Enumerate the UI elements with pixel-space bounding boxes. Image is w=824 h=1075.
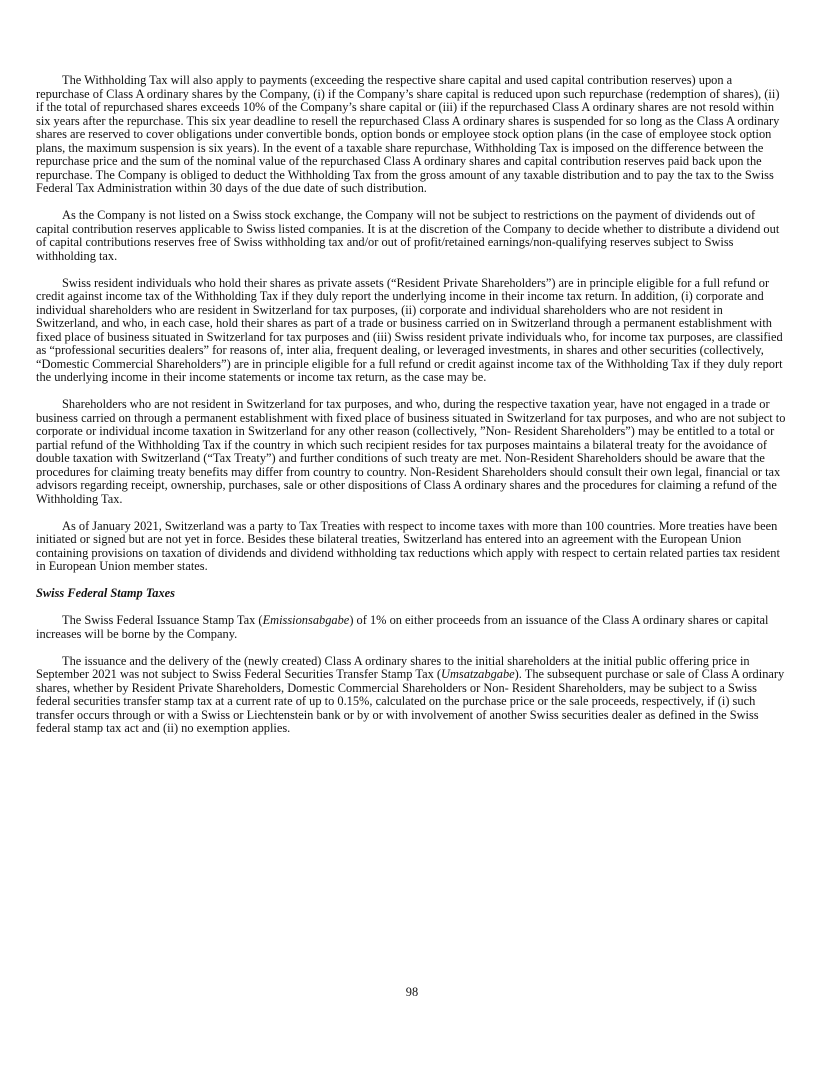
transfer-text-before: The issuance and the delivery of the (newly created) Class A ordinary shares to the initial shareholders at the initial public offering price in September 2021 was not subject to Swiss Federal Securities Transfer Stamp Tax ( [36,653,750,681]
issuance-term-italic: Emissionsabgabe [262,613,350,627]
transfer-term-italic: Umsatzabgabe [441,667,515,681]
paragraph-resident-shareholders: Swiss resident individuals who hold their shares as private assets (“Resident Private Shareholders”) are in principle eligible for a full refund or credit against income tax of the Withholding Tax if they duly report the underlying income in their income tax return. In addition, (i) corporate and individual shareholders who are resident in Switzerland for tax purposes, (ii) corporate and individual shareholders who are not resident in Switzerland, and who, in each case, hold their shares as part of a trade or business carried on in Switzerland through a permanent establishment with fixed place of business situated in Switzerland for tax purposes and (iii) Swiss resident private individuals who, for income tax purposes, are classified as “professional securities dealers” for reasons of, inter alia, frequent dealing, or leveraged investments, in shares and other securities (collectively, “Domestic Commercial Shareholders”) are in principle eligible for a full refund or credit against income tax of the Withholding Tax if they duly report the underlying income in their income statements or income tax return, as the case may be. [36,275,783,384]
paragraph-non-resident-shareholders: Shareholders who are not resident in Switzerland for tax purposes, and who, during the respective taxation year, have not engaged in a trade or business carried on through a permanent establishment with fixed place of business situated in Switzerland for tax purposes, and who are not subject to corporate or individual income taxation in Switzerland for any other reason (collectively, ”Non- Resident Shareholders”) may be entitled to a total or partial refund of the Withholding Tax if the country in which such recipient resides for tax purposes maintains a bilateral treaty for the avoidance of double taxation with Switzerland (“Tax Treaty”) and further conditions of such treaty are met. Non-Resident Shareholders should be aware that the procedures for claiming treaty benefits may differ from country to country. Non-Resident Shareholders should consult their own legal, financial or tax advisors regarding receipt, ownership, purchases, sale or other dispositions of Class A ordinary shares and the procedures for claiming a refund of the Withholding Tax. [36,397,786,506]
page-number: 98 [405,985,419,999]
section-heading-stamp-taxes: Swiss Federal Stamp Taxes [36,586,175,600]
paragraph-withholding-repurchase: The Withholding Tax will also apply to payments (exceeding the respective share capital and used capital contribution reserves) upon a repurchase of Class A ordinary shares by the Company, (i) if the Company’s share capital is reduced upon such repurchase (redemption of shares), (ii) if the total of repurchased shares exceeds 10% of the Company’s share capital or (iii) if the repurchased Class A ordinary shares are not resold within six years after the repurchase. This six year deadline to resell the repurchased Class A ordinary shares is suspended for so long as the Class A ordinary shares are reserved to cover obligations under convertible bonds, option bonds or employee stock option plans (in the case of employee stock option plans, the maximum suspension is six years). In the event of a taxable share repurchase, Withholding Tax is imposed on the difference between the repurchase price and the sum of the nominal value of the repurchased Class A ordinary shares and capital contribution reserves paid back upon the repurchase. The Company is obliged to deduct the Withholding Tax from the gross amount of any taxable distribution and to pay the tax to the Swiss Federal Tax Administration within 30 days of the due date of such distribution. [36,73,780,195]
page-content [36,74,788,736]
paragraph-capital-contribution-reserves: As the Company is not listed on a Swiss stock exchange, the Company will not be subject to restrictions on the payment of dividends out of capital contribution reserves applicable to Swiss listed companies. It is at the discretion of the Company to decide whether to distribute a dividend out of capital contributions reserves free of Swiss withholding tax and/or out of profit/retained earnings/non-qualifying reserves subject to Swiss withholding tax. [36,208,780,263]
issuance-text-after: ) of 1% on either proceeds from an issuance of the Class A ordinary shares or capital increases will be borne by the Company. [36,613,769,641]
paragraph-tax-treaties: As of January 2021, Switzerland was a party to Tax Treaties with respect to income taxes with more than 100 countries. More treaties have been initiated or signed but are not yet in force. Besides these bilateral treaties, Switzerland has entered into an agreement with the European Union containing provisions on taxation of dividends and dividend withholding tax reductions which apply with respect to certain related parties tax resident in European Union member states. [36,518,780,573]
paragraph-transfer-stamp-tax [36,655,788,736]
transfer-text-after: ). The subsequent purchase or sale of Class A ordinary shares, whether by Resident Private Shareholders, Domestic Commercial Shareholders or Non- Resident Shareholders, may be subject to a Swiss federal securities transfer stamp tax at a current rate of up to 0.15%, calculated on the purchase price or the sale proceeds, respectively, if (i) such transfer occurs through or with a Swiss or Liechtenstein bank or by or with involvement of another Swiss securities dealer as defined in the Swiss federal stamp tax act and (ii) no exemption applies. [36,667,785,735]
issuance-text-before: The Swiss Federal Issuance Stamp Tax ( [62,613,263,627]
paragraph-issuance-stamp-tax [36,614,788,641]
